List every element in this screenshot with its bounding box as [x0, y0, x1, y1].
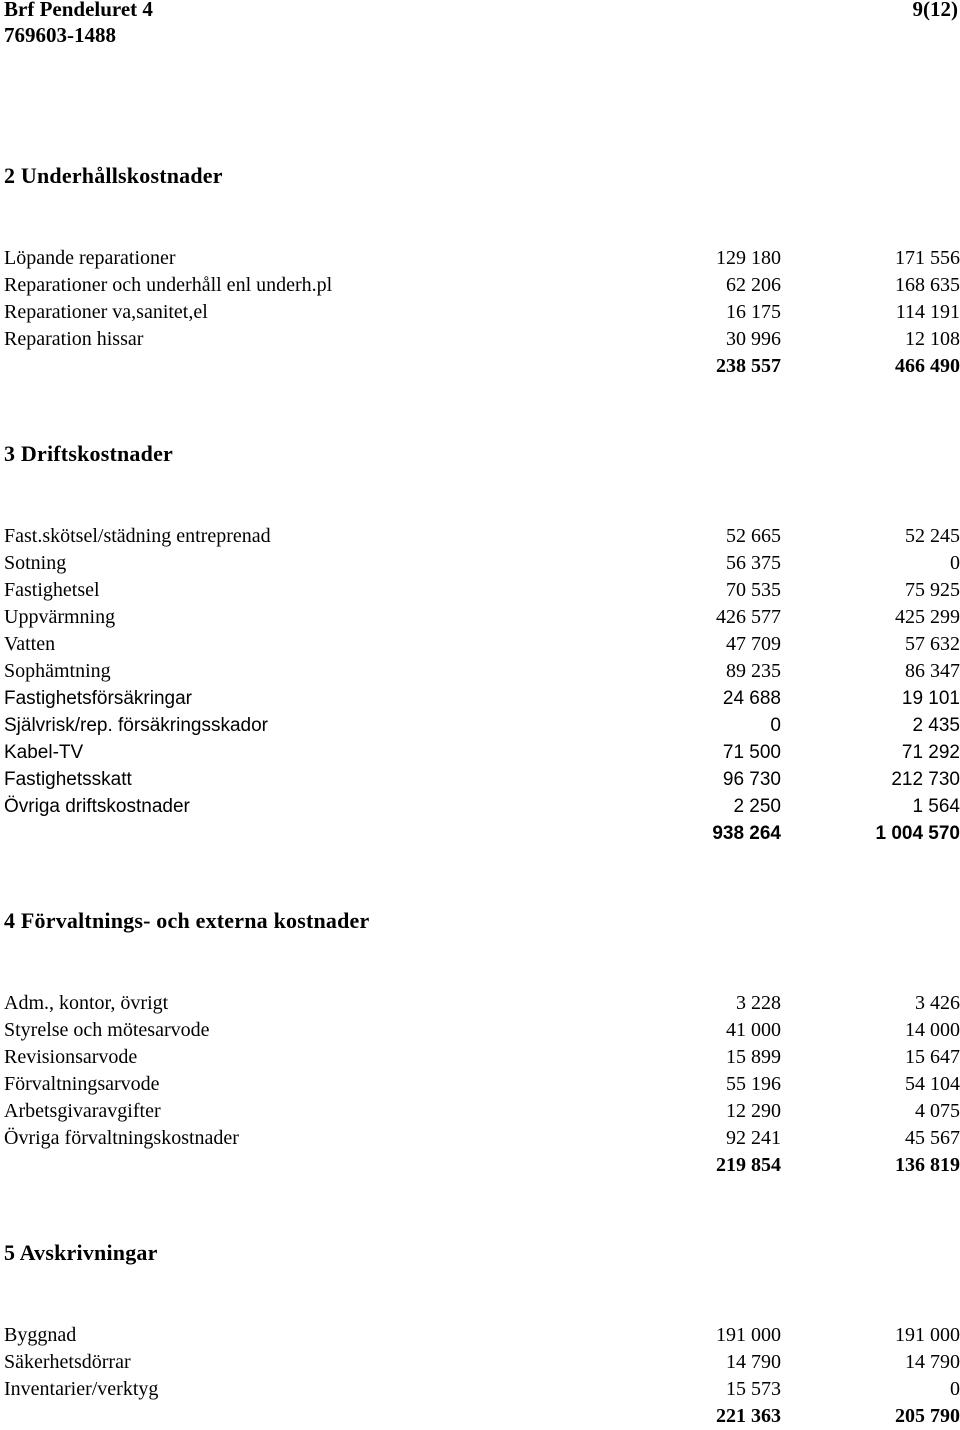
- row-label: Vatten: [4, 633, 56, 655]
- table-row: [4, 299, 960, 326]
- row-current-value: 14 790: [726, 1351, 781, 1373]
- table-row: [4, 1044, 960, 1071]
- row-current-value: 2 250: [733, 796, 781, 817]
- table-row: [4, 1098, 960, 1125]
- row-current-value: 129 180: [716, 247, 781, 269]
- row-label: Inventarier/verktyg: [4, 1378, 159, 1400]
- table-row: [4, 793, 960, 820]
- table-row: [4, 326, 960, 353]
- row-label: Löpande reparationer: [4, 247, 176, 269]
- row-previous-value: 212 730: [891, 769, 960, 790]
- org-number: 769603-1488: [4, 23, 116, 47]
- table-avskrivningar: [4, 1322, 960, 1430]
- row-previous-value: 86 347: [905, 660, 960, 682]
- row-current-value: 52 665: [726, 525, 781, 547]
- total-current-value: 221 363: [716, 1405, 781, 1427]
- section-title-driftskostnader: 3 Driftskostnader: [4, 441, 174, 466]
- row-label: Byggnad: [4, 1324, 77, 1346]
- table-row: [4, 1125, 960, 1152]
- table-forvaltningskostnader: [4, 990, 960, 1179]
- row-label: Övriga förvaltningskostnader: [4, 1127, 239, 1149]
- row-label: Fastighetsförsäkringar: [4, 688, 192, 709]
- table-row: [4, 272, 960, 299]
- row-current-value: 15 573: [726, 1378, 781, 1400]
- row-label: Uppvärmning: [4, 606, 116, 628]
- row-label: Sophämtning: [4, 660, 111, 682]
- table-row: [4, 766, 960, 793]
- row-current-value: 0: [770, 715, 781, 736]
- row-current-value: 24 688: [722, 688, 781, 709]
- row-current-value: 191 000: [716, 1324, 781, 1346]
- total-row: [4, 353, 960, 380]
- row-previous-value: 0: [950, 1378, 960, 1400]
- row-previous-value: 71 292: [901, 742, 960, 763]
- row-previous-value: 171 556: [895, 247, 960, 269]
- row-current-value: 12 290: [726, 1100, 781, 1122]
- table-row: [4, 523, 960, 550]
- table-row: [4, 1376, 960, 1403]
- table-row: [4, 550, 960, 577]
- total-current-value: 938 264: [712, 823, 781, 844]
- row-previous-value: 57 632: [905, 633, 960, 655]
- row-current-value: 3 228: [736, 992, 781, 1014]
- row-label: Övriga driftskostnader: [4, 796, 190, 817]
- row-previous-value: 52 245: [905, 525, 960, 547]
- table-row: [4, 739, 960, 766]
- org-name: Brf Pendeluret 4: [4, 0, 153, 21]
- section-title-underhallskostnader: 2 Underhållskostnader: [4, 163, 223, 188]
- row-current-value: 16 175: [726, 301, 781, 323]
- total-row: [4, 820, 960, 847]
- total-previous-value: 136 819: [895, 1154, 960, 1176]
- row-current-value: 71 500: [722, 742, 781, 763]
- row-current-value: 92 241: [726, 1127, 781, 1149]
- row-previous-value: 19 101: [901, 688, 960, 709]
- row-previous-value: 2 435: [912, 715, 960, 736]
- row-current-value: 70 535: [726, 579, 781, 601]
- row-label: Reparation hissar: [4, 328, 144, 350]
- row-previous-value: 0: [950, 552, 960, 574]
- row-previous-value: 14 000: [905, 1019, 960, 1041]
- row-previous-value: 191 000: [895, 1324, 960, 1346]
- row-previous-value: 75 925: [905, 579, 960, 601]
- table-driftskostnader: [4, 523, 960, 847]
- row-current-value: 96 730: [722, 769, 781, 790]
- section-title-forvaltningskostnader: 4 Förvaltnings- och externa kostnader: [4, 908, 370, 933]
- total-previous-value: 1 004 570: [875, 823, 960, 844]
- row-label: Styrelse och mötesarvode: [4, 1019, 210, 1041]
- row-label: Reparationer va,sanitet,el: [4, 301, 208, 323]
- row-label: Fastighetsskatt: [4, 769, 132, 790]
- row-previous-value: 4 075: [915, 1100, 960, 1122]
- table-row: [4, 712, 960, 739]
- table-row: [4, 1071, 960, 1098]
- row-previous-value: 12 108: [905, 328, 960, 350]
- row-label: Säkerhetsdörrar: [4, 1351, 131, 1373]
- row-label: Arbetsgivaravgifter: [4, 1100, 161, 1122]
- row-current-value: 56 375: [726, 552, 781, 574]
- table-row: [4, 1322, 960, 1349]
- table-row: [4, 245, 960, 272]
- row-current-value: 426 577: [716, 606, 781, 628]
- row-label: Fastighetsel: [4, 579, 100, 601]
- table-row: [4, 1017, 960, 1044]
- row-previous-value: 168 635: [895, 274, 960, 296]
- table-row: [4, 604, 960, 631]
- row-previous-value: 54 104: [905, 1073, 960, 1095]
- table-row: [4, 658, 960, 685]
- row-current-value: 89 235: [726, 660, 781, 682]
- table-row: [4, 990, 960, 1017]
- row-label: Självrisk/rep. försäkringsskador: [4, 715, 268, 736]
- section-title-avskrivningar: 5 Avskrivningar: [4, 1240, 158, 1265]
- row-label: Sotning: [4, 552, 67, 574]
- table-row: [4, 631, 960, 658]
- row-current-value: 41 000: [726, 1019, 781, 1041]
- row-current-value: 55 196: [726, 1073, 781, 1095]
- row-label: Reparationer och underhåll enl underh.pl: [4, 274, 333, 296]
- row-current-value: 15 899: [726, 1046, 781, 1068]
- total-row: [4, 1152, 960, 1179]
- page-number: 9(12): [912, 0, 958, 21]
- row-label: Kabel-TV: [4, 742, 84, 763]
- page-header: [4, 0, 960, 48]
- row-current-value: 47 709: [726, 633, 781, 655]
- total-current-value: 219 854: [716, 1154, 781, 1176]
- table-row: [4, 685, 960, 712]
- table-underhallskostnader: [4, 245, 960, 380]
- row-current-value: 62 206: [726, 274, 781, 296]
- row-previous-value: 15 647: [905, 1046, 960, 1068]
- table-row: [4, 577, 960, 604]
- table-row: [4, 1349, 960, 1376]
- row-label: Förvaltningsarvode: [4, 1073, 160, 1095]
- row-previous-value: 1 564: [912, 796, 960, 817]
- row-previous-value: 14 790: [905, 1351, 960, 1373]
- row-previous-value: 3 426: [915, 992, 960, 1014]
- row-previous-value: 45 567: [905, 1127, 960, 1149]
- total-previous-value: 205 790: [895, 1405, 960, 1427]
- row-current-value: 30 996: [726, 328, 781, 350]
- row-previous-value: 425 299: [895, 606, 960, 628]
- total-previous-value: 466 490: [895, 355, 960, 377]
- total-current-value: 238 557: [716, 355, 781, 377]
- row-label: Revisionsarvode: [4, 1046, 138, 1068]
- row-previous-value: 114 191: [895, 301, 960, 323]
- row-label: Fast.skötsel/städning entreprenad: [4, 525, 271, 547]
- row-label: Adm., kontor, övrigt: [4, 992, 169, 1014]
